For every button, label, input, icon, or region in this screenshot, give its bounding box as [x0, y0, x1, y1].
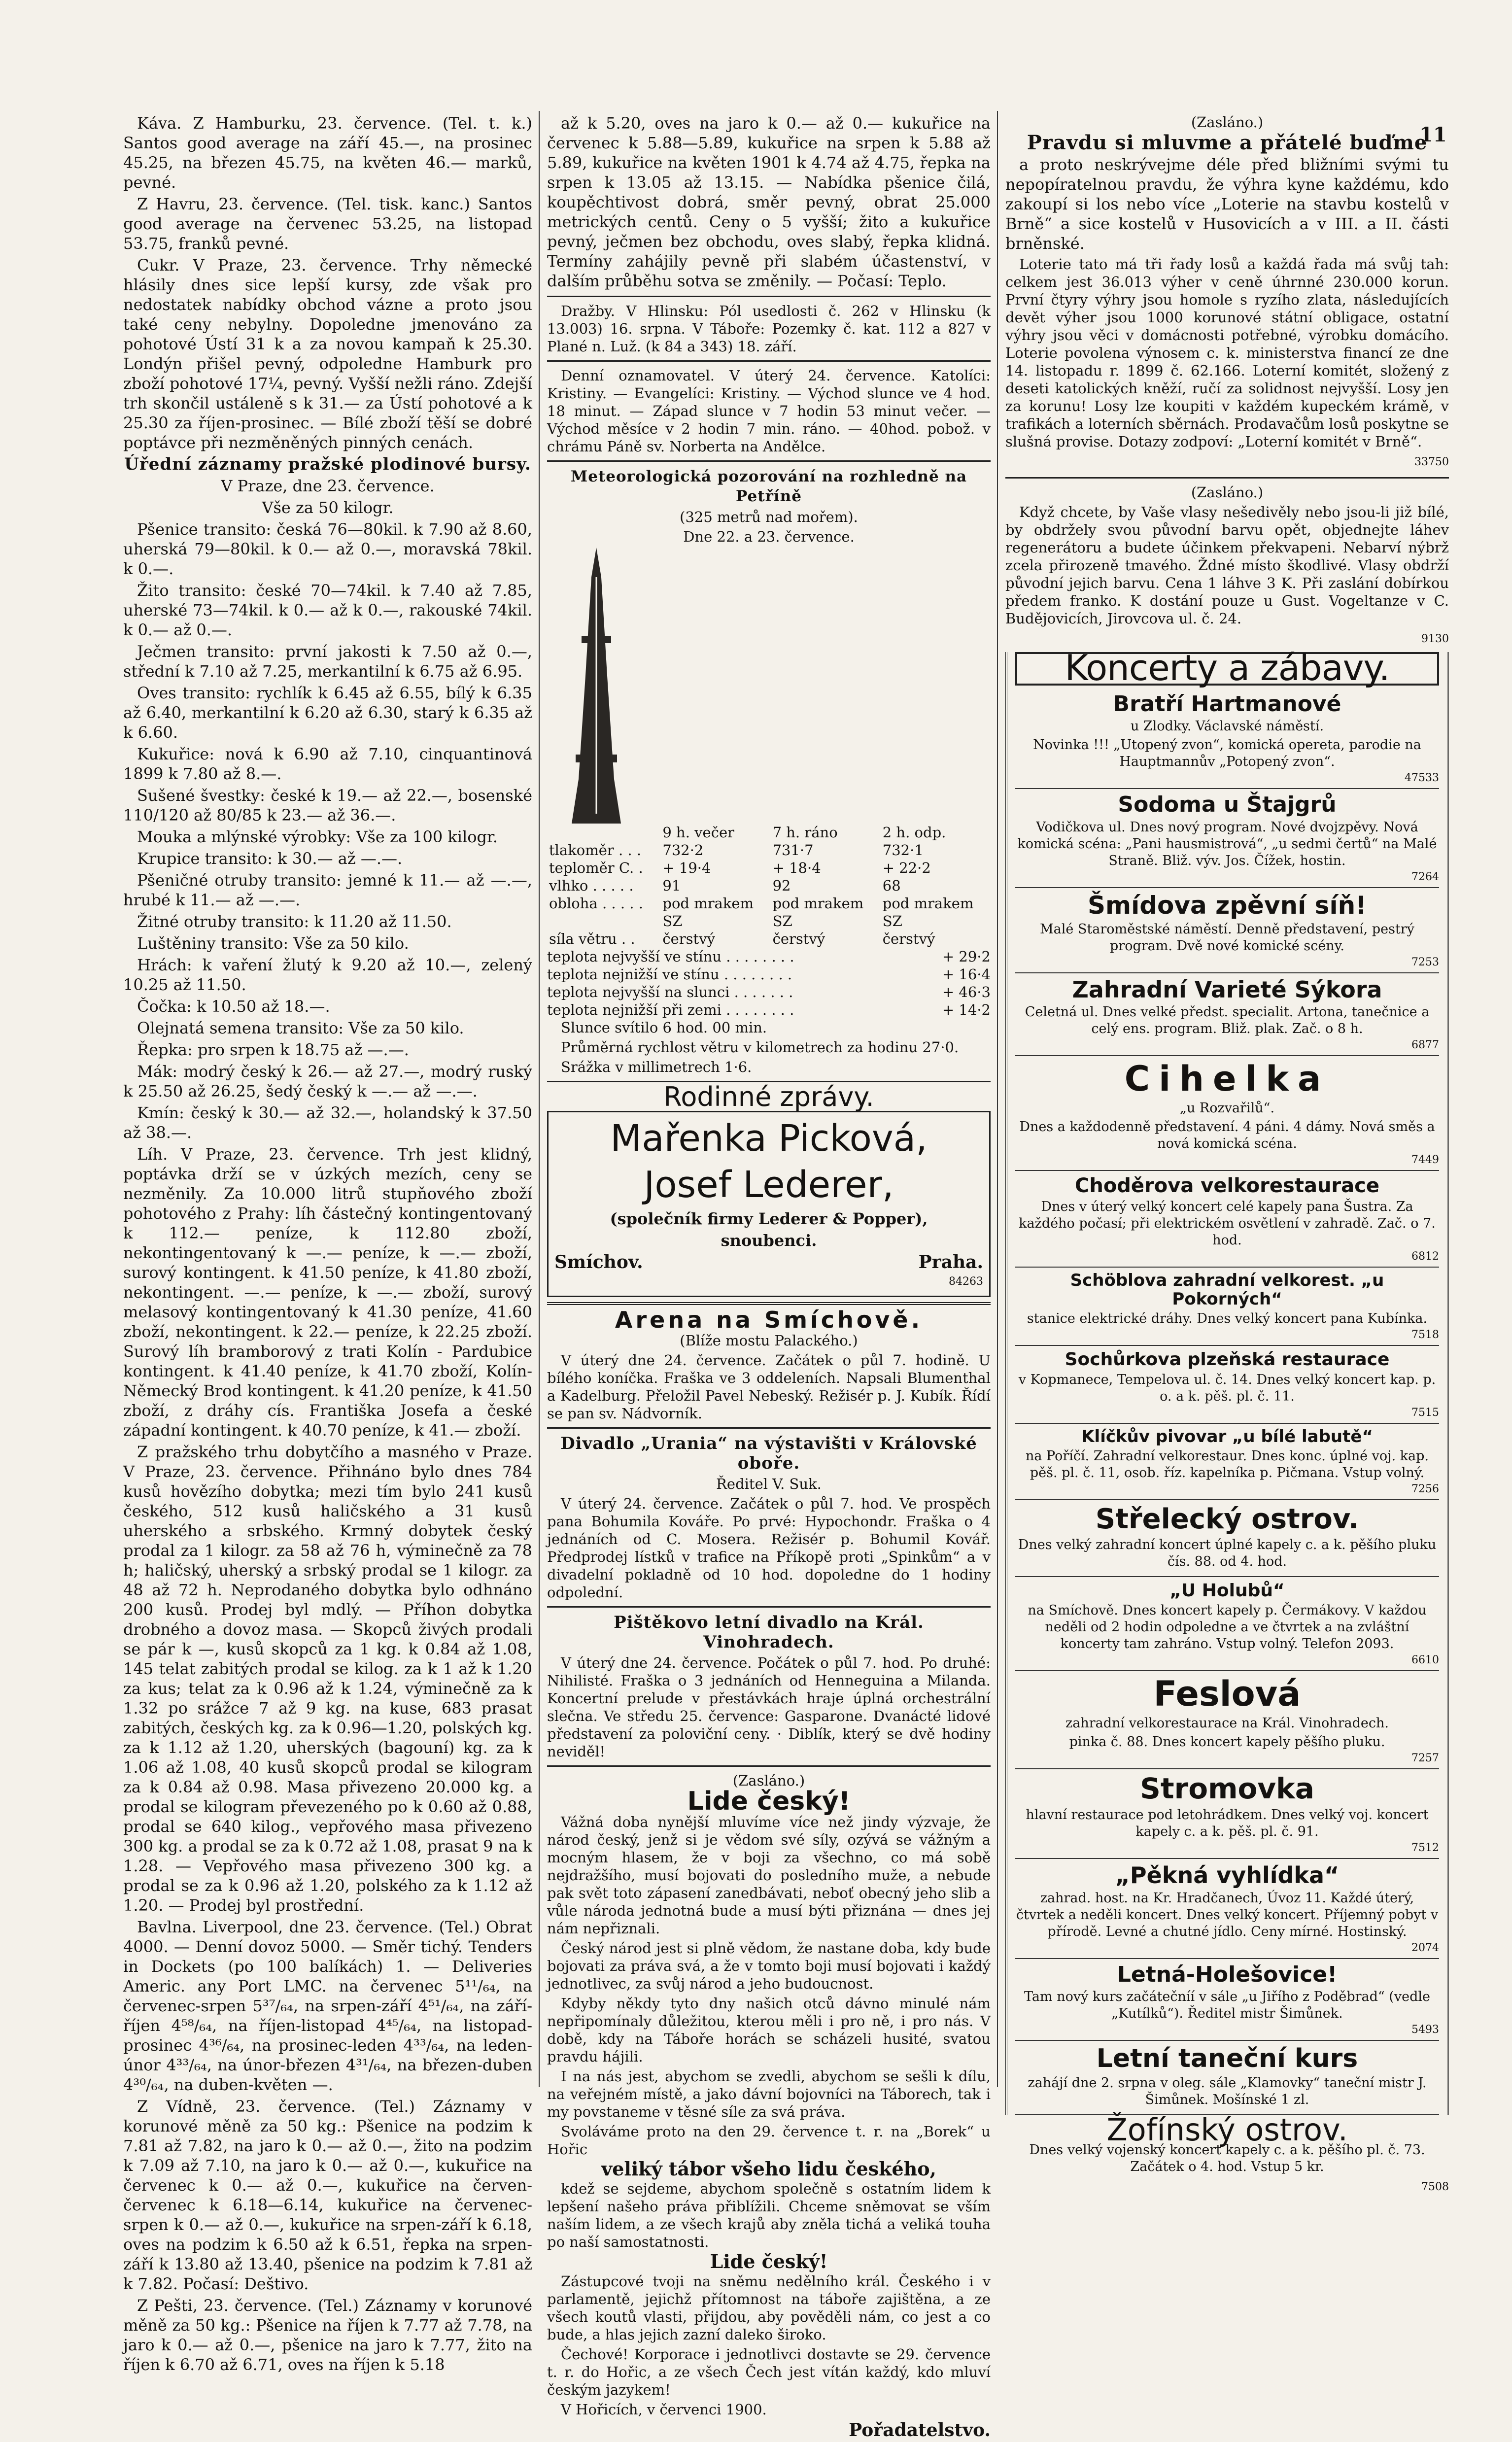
- zofin-text: Dnes velký vojenský koncert kapely c. a k. pěšího pl. č. 73. Začátek o 4. hod. Vstup 5 kr.: [1029, 2142, 1425, 2175]
- concert-ad-text: Celetná ul. Dnes velké předst. specialit. Artona, tanečnice a celý ens. program. Bliž. plak. Zač. o 8 h.: [1025, 1004, 1430, 1037]
- market-paragraph: Cukr. V Praze, 23. července. Trhy německé hlásily dnes sice lepší kursy, zde však pro nedostatek nabídky obchod vázne a proto jsou také ceny nebylny. Dopoledne jmenováno za pohotové Ústí 31 k a za novou kampaň k 25.30. Londýn přišel pevný, odpoledne Hamburk pro zboží pohotové 17¼, pevný. Vyšší nežli ráno. Zdejší trh skončil ustáleně s k 31.— za Ústí pohotové a k 25.30 za říjen-prosinec. — Bílé zboží těší se dobré poptávce při nezměněných pinných cenách.: [123, 256, 532, 452]
- weather-row: [547, 877, 991, 894]
- concert-ad: [1015, 1671, 1439, 1769]
- concert-ad-text: Dnes v úterý velký koncert celé kapely pana Šustra. Za každého počasí; při elektrickém osvětlení v zahradě. Zač. o 7. hod.: [1019, 1199, 1436, 1248]
- commodity-quote: Olejnatá semena transito: Vše za 50 kilo.: [137, 1019, 464, 1037]
- concert-ad: [1015, 1268, 1439, 1346]
- commodity-quote: Krupice transito: k 30.— až —.—.: [137, 849, 403, 868]
- ad-number: 7257: [1411, 1752, 1439, 1765]
- engagement-announcement: [547, 1111, 991, 1297]
- arena-program: V úterý dne 24. července. Začátek o půl 7. hodině. U bílého koníčka. Fraška ve 3 oddeleních. Napsali Blumenthal a Kadelburg. Přeložil Pavel Nebeský. Režisér p. J. Kubík. Řídí se pan sv. Nádvorník.: [547, 1352, 991, 1422]
- concert-ad-title: Sodoma u Štajgrů: [1118, 792, 1337, 818]
- concert-ad-text: Malé Staroměstské náměstí. Denně představení, pestrý program. Dvě nové komické scény.: [1040, 921, 1414, 954]
- commodity-quote: Oves transito: rychlík k 6.45 až 6.55, bílý k 6.35 až 6.40, merkantilní k 6.20 až 6.30, starý k 6.35 až k 6.60.: [123, 684, 532, 742]
- commodity-quote: Řepka: pro srpen k 18.75 až —.—.: [137, 1040, 409, 1059]
- concert-ad-title: „Pěkná vyhlídka“: [1115, 1862, 1340, 1889]
- ad-number: 6812: [1411, 1250, 1439, 1263]
- concert-ad-title: Sochůrkova plzeňská restaurace: [1065, 1349, 1390, 1370]
- concert-ad-text: Novinka !!! „Utopený zvon“, komická opereta, parodie na Hauptmannův „Potopený zvon“.: [1033, 737, 1421, 770]
- extreme-label: teplota nejvyšší na slunci . . . . . . .: [547, 984, 793, 1000]
- weather-date: Dne 22. a 23. července.: [683, 528, 855, 545]
- concert-ad: [1015, 2041, 1439, 2115]
- urania-subtitle: Ředitel V. Suk.: [716, 1476, 822, 1492]
- concert-ad-title: Bratří Hartmanové: [1113, 691, 1341, 717]
- concert-ad-title: Cihelka: [1124, 1059, 1330, 1100]
- concert-ad-title: Zahradní Varieté Sýkora: [1072, 976, 1382, 1003]
- concert-ad: [1015, 1346, 1439, 1424]
- concert-ad-text: zahrad. host. na Kr. Hradčanech, Úvoz 11. Každé úterý, čtvrtek a neděli koncert. Dnes velký koncert. Příjemný pobyt v přírodě. Levné a chutné jídlo. Ceny mírné. Hostinský.: [1016, 1890, 1439, 1939]
- appeal-paragraph: Vážná doba nynější mluvíme více než jindy výzvaje, že národ český, jenž si je vědom své síly, ozývá se vážným a mocným hlasem, že v boji za všechno, co má sobě nejdražšího, musí bojovati do posledního muže, a nebude pak svět toto zápasení zanedbávati, neboť obecný jeho slib a vůle národa jednotná bude a musí býti přiznána — dnes jej nám nepřiznali.: [547, 1814, 991, 1937]
- column-divider: [539, 111, 540, 2087]
- appeal-paragraph: Zástupcové tvoji na sněmu nedělního král. Českého i v parlamentě, jejichž přítomnost na táboře zajištěna, a ze všech koutů vlasti, přijdou, aby pověděli nám, co jest a co bude, a hlas jejich zazní daleko široko.: [547, 2273, 991, 2343]
- market-paragraph: Z Vídně, 23. července. (Tel.) Záznamy v korunové měně za 50 kg.: Pšenice na podzim k 7.81 až 7.82, na jaro k 0.— až 0.—, žito na podzim k 7.09 až 7.10, na jaro k 0.— až 0.—, kukuřice na červenec k 0.— až 0.—, kukuřice na červen-červenec k 6.18—6.14, kukuřice na červenec-srpen k 0.— až 0.—, kukuřice na srpen-září k 6.18, oves na podzim k 6.50 až k 6.51, řepka na srpen-září k 13.80 až 13.40, pšenice na podzim k 7.81 až k 7.82. Počasí: Deštivo.: [123, 2097, 532, 2293]
- column-markets: [123, 113, 532, 2376]
- commodity-quote: Mouka a mlýnské výrobky: Vše za 100 kilogr.: [137, 827, 498, 846]
- ad-number: 7515: [1411, 1406, 1439, 1419]
- concert-ad-text: stanice elektrické dráhy. Dnes velký koncert pana Kubínka.: [1027, 1311, 1428, 1327]
- weather-label: teploměr C. .: [549, 860, 643, 876]
- column-advertisements: [1005, 113, 1449, 2197]
- auction-notice: Dražby. V Hlinsku: Pól usedlosti č. 262 v Hlinsku (k 13.003) 16. srpna. V Táboře: Pozemky č. kat. 112 a 827 v Plané n. Luž. (k 84 a 343) 18. září.: [547, 303, 991, 355]
- weather-value: 731·7: [772, 842, 814, 859]
- concert-ad: [1015, 1171, 1439, 1268]
- weather-value: pod mrakem: [882, 895, 974, 912]
- engaged-name: Mařenka Picková,: [610, 1117, 928, 1160]
- extreme-value: + 46·3: [942, 984, 991, 1000]
- ad-number: 6610: [1411, 1654, 1439, 1667]
- concert-ad-text: hlavní restaurace pod letohrádkem. Dnes velký voj. koncert kapely c. a k. pěš. pl. č. 91.: [1026, 1807, 1429, 1840]
- divider: [547, 1606, 991, 1608]
- commodity-quote: Kmín: český k 30.— až 32.—, holandský k 37.50 až 38.—.: [123, 1103, 532, 1142]
- ad-number: 7518: [1411, 1329, 1439, 1341]
- weather-value: 732·2: [662, 842, 704, 859]
- extreme-value: + 29·2: [942, 948, 991, 965]
- weather-value: 92: [772, 877, 791, 894]
- ad-number: 7256: [1411, 1483, 1439, 1496]
- commodity-quote: Čočka: k 10.50 až 18.—.: [137, 997, 330, 1016]
- appeal-paragraph: Český národ jest si plně vědom, že nastane doba, kdy bude bojovati za práva svá, a že v tomto boji musí bojovati i každý jednotlivec, za svůj národ a jeho budoucnost.: [547, 1940, 991, 1992]
- concert-ad: [1015, 789, 1439, 888]
- concert-ad-subtitle: „u Rozvařilů“.: [1179, 1101, 1275, 1116]
- weather-value: čerstvý: [882, 930, 935, 947]
- concert-ad: [1015, 888, 1439, 973]
- concert-ad-text: Dnes a každodenně představení. 4 páni. 4 dámy. Nová směs a nová komická scéna.: [1019, 1119, 1435, 1152]
- ad-number: 5493: [1411, 2024, 1439, 2036]
- concert-ad-title: „U Holubů“: [1169, 1580, 1285, 1601]
- appeal-paragraph: veliký tábor všeho lidu českého,: [601, 2158, 936, 2180]
- page-number: 11: [1419, 123, 1447, 146]
- ad-number: 7264: [1411, 870, 1439, 883]
- concert-ad: [1015, 973, 1439, 1057]
- urania-title: Divadlo „Urania“ na výstavišti v Královské oboře.: [560, 1434, 977, 1473]
- ad-number: 6877: [1411, 1039, 1439, 1052]
- pistek-program: V úterý dne 24. července. Počátek o půl 7. hod. Po druhé: Nihilisté. Fraška o 3 jednáních od Henneguina a Milanda. Koncertní prelude v přestávkách hraje úplná orchestrální slečna. Ve středu 25. července: Gasparone. Dvanácté lidové představení za poloviční ceny. · Diblík, který se dvě hodiny neviděl!: [547, 1654, 991, 1760]
- divider: [1005, 477, 1449, 479]
- concert-ad: [1015, 1424, 1439, 1500]
- weather-row: [547, 859, 991, 877]
- weather-value: + 22·2: [882, 860, 931, 876]
- concerts-section: [1005, 647, 1449, 2115]
- concert-ad-text: zahájí dne 2. srpna v oleg. sále „Klamovky“ taneční mistr J. Šimůnek. Mošínské 1 zl.: [1028, 2075, 1427, 2108]
- weather-table: [547, 824, 991, 948]
- engagement-place: Praha.: [918, 1252, 983, 1273]
- concert-ad: [1015, 1959, 1439, 2041]
- weather-label: síla větru . .: [549, 930, 635, 947]
- commodity-quote: Žito transito: české 70—74kil. k 7.40 až 7.85, uherské 73—74kil. k 0.— až k 0.—, rakouské 74kil. k 0.— až 0.—.: [123, 581, 532, 639]
- extreme-label: teplota nejnižší ve stínu . . . . . . . .: [547, 966, 792, 983]
- divider: [547, 1427, 991, 1429]
- weather-value: 732·1: [882, 842, 924, 859]
- weather-value: 68: [882, 877, 901, 894]
- ad-number: 33750: [1414, 456, 1449, 468]
- weather-value: + 19·4: [662, 860, 711, 876]
- col-header: 7 h. ráno: [772, 824, 838, 841]
- ad-number: 47533: [1405, 772, 1439, 785]
- hair-ad-text: Když chcete, by Vaše vlasy nešedivěly nebo jsou-li již bílé, by obdržely svou původní barvu opět, objednejte láhev regenerátoru a budete účinkem překvapeni. Nebarví nýbrž zcela přirozeně tmavého. Ždné místo škodlivé. Vlasy obdrží původní jejich barvu. Cena 1 láhve 3 K. Při zaslání dobírkou předem franko. K dostání pouze u Gust. Vogeltanze v C. Budějovicích, Jirovcova ul. č. 24.: [1005, 504, 1449, 627]
- weather-row: [547, 894, 991, 912]
- extreme-row: [547, 965, 991, 983]
- extreme-row: [547, 983, 991, 1001]
- commodity-list: [123, 519, 532, 1142]
- appeal-body: [547, 1813, 991, 2418]
- commodity-quote: Hrách: k vaření žlutý k 9.20 až 10.—, zelený 10.25 až 11.50.: [123, 956, 532, 994]
- appeal-paragraph: V Hořicích, v červenci 1900.: [561, 2401, 767, 2418]
- concert-ad-title: Střelecký ostrov.: [1095, 1503, 1359, 1536]
- weather-extremes: [547, 948, 991, 1019]
- weather-subheading: (325 metrů nad mořem).: [680, 509, 858, 525]
- ad-number: 7512: [1411, 1842, 1439, 1855]
- ad-number: 2074: [1411, 1941, 1439, 1954]
- concert-ad: [1015, 1769, 1439, 1859]
- commodity-quote: Pšenice transito: česká 76—80kil. k 7.90 až 8.60, uherská 79—80kil. k 0.— až 0.—, moravská 78kil. k 0.—.: [123, 520, 532, 578]
- concert-ad-title: Stromovka: [1140, 1772, 1314, 1806]
- extreme-label: teplota nejvyšší ve stínu . . . . . . . .: [547, 948, 794, 965]
- concerts-heading: Koncerty a zábavy.: [1065, 647, 1390, 688]
- weather-label: obloha . . . . .: [549, 895, 643, 912]
- urania-program: V úterý 24. července. Začátek o půl 7. hod. Ve prospěch pana Bohumila Kováře. Po prvé: Hypochondr. Fraška o 4 jednáních od C. Mosera. Režisér p. Bohumil Kovář. Předprodej lístků v trafice na Příkopě proti „Spinkům“ a v divadelní pokladně od 10 hod. dopoledne do 1 hodiny odpolední.: [547, 1495, 991, 1601]
- commodity-quote: Pšeničné otruby transito: jemné k 11.— až —.—, hrubé k 11.— až —.—.: [123, 871, 532, 909]
- concert-ad-text: na Smíchově. Dnes koncert kapely p. Čermákovy. V každou neděli od 2 hodin odpoledne a ve čtvrtek a na zvláštní koncerty tam zahráno. Vstup volný. Telefon 2093.: [1028, 1603, 1427, 1652]
- weather-row: [547, 930, 991, 948]
- weather-value: SZ: [882, 913, 902, 929]
- appeal-paragraph: Svoláváme proto na den 29. července t. r. na „Borek“ u Hořic: [547, 2123, 991, 2158]
- weather-value: SZ: [772, 913, 792, 929]
- market-paragraph: Líh. V Praze, 23. července. Trh jest klidný, poptávka drží se v úzkých mezích, ceny se nezměnily. Za 10.000 litrů stupňového zboží pohotového z Prahy: líh částečný kontingentovaný k 112.— peníze, k 112.80 zboží, nekontingentovaný k —.— peníze, k —.— zboží, surový kontingent. k 41.50 peníze, k 41.80 zboží, nekontingent. —.— peníze, k —.— zboží, surový melasový kontingentovaný k 41.30 peníze, 41.60 zboží, nekontingent. k 22.— peníze, k 22.25 zboží. Surový líh bramborový z trati Kolín - Pardubice kontingent. k 41.40 peníze, k 41.70 zboží, Kolín-Německý Brod kontingent. k 41.20 peníze, k 41.50 zboží, z dráhy cís. Františka Josefa a české západní kontingent. k 40.70 peníze, k 41.— zboží.: [123, 1145, 532, 1440]
- appeal-signature: Pořadatelstvo.: [849, 2420, 991, 2441]
- daily-notice: Denní oznamovatel. V úterý 24. července. Katolíci: Kristiny. — Evangelíci: Kristiny. — Východ slunce ve 4 hod. 18 minut. — Západ slunce v 7 hodin 53 minut večer. — Východ měsíce v 2 hodin 7 min. ráno. — 40hod. pobož. v chrámu Páně sv. Norberta na Andělce.: [547, 367, 991, 455]
- extreme-row: [547, 948, 991, 965]
- petrin-tower-illustration: [567, 548, 626, 824]
- commodity-quote: Sušené švestky: české k 19.— až 22.—, bosenské 110/120 až 80/85 k 23.— až 36.—.: [123, 786, 532, 825]
- market-paragraph: Káva. Z Hamburku, 23. července. (Tel. t. k.) Santos good average na září 45.—, na prosinec 45.25, na březen 45.75, na květen 46.— marků, pevné.: [123, 114, 532, 192]
- column-divider: [997, 111, 998, 2087]
- divider: [547, 360, 991, 362]
- col-header: 2 h. odp.: [882, 824, 946, 841]
- market-paragraph: Z Pešti, 23. července. (Tel.) Záznamy v korunové měně za 50 kg.: Pšenice na říjen k 7.77 až 7.78, na jaro k 0.— až 0.—, pšenice na jaro k 7.77, žito na říjen k 6.70 až 6.71, oves na říjen k 5.18: [123, 2296, 532, 2374]
- weather-report: [547, 467, 991, 1076]
- extreme-value: + 14·2: [942, 1001, 991, 1018]
- engagement-note: (společník firmy Lederer & Popper),: [610, 1209, 928, 1228]
- dateline: V Praze, dne 23. července.: [221, 477, 435, 495]
- concert-ad-text: v Kopmanece, Tempelova ul. č. 14. Dnes velký koncert kap. p. o. a k. pěš. pl. č. 11.: [1018, 1372, 1436, 1404]
- commodity-quote: Kukuřice: nová k 6.90 až 7.10, cinquantinová 1899 k 7.80 až 8.—.: [123, 745, 532, 783]
- concert-ad-title: Choděrova velkorestaurace: [1074, 1174, 1379, 1198]
- appeal-paragraph: kdež se sejdeme, abychom společně s ostatním lidem k lepšení našeho práva přiblížili. Chceme sněmovat se vším naším lidem, a ze všech krajů aby zněla tichá a veliká touha po naší samostatnosti.: [547, 2180, 991, 2250]
- weather-label: [547, 912, 660, 930]
- ad-number: 9130: [1421, 633, 1449, 645]
- commodity-quote: Žitné otruby transito: k 11.20 až 11.50.: [137, 912, 452, 931]
- weather-value: čerstvý: [772, 930, 825, 947]
- market-paragraph: Z pražského trhu dobytčího a masného v Praze. V Praze, 23. července. Přihnáno bylo dnes 784 kusů hovězího dobytka; mezi tím bylo 241 kusů českého, 512 kusů haličského a 31 kusů uherského a srbského. Krmný dobytek český prodal za 1 kilogr. za 58 až 76 h, výminečně za 78 h; haličský, uherský a srbský prodal se 1 kilogr. za 48 až 72 h. Neprodaného dobytka bylo odhnáno 200 kusů. Prodej byl mdlý. — Příhon dobytka drobného a dovoz masa. — Skopců živých prodali se pár k —, kusů skopců za 1 kg. k 0.84 až 1.08, 145 telat zabitých prodal se kilog. za k 1 až k 1.20 za kus; telat za k 0.96 až k 1.24, výminečně za k 1.32 po srážce 7 až 9 kg. na kuse, 683 prasat zabitých, českých kg. za k 0.96—1.20, polských kg. za k 1.12 až 1.20, uherských (bagouní) kg. za k 1.06 až 1.08, 40 kusů skopců prodal se kilogram za k 0.84 až 0.98. Masa přivezeno 20.000 kg. a prodal se kilogram převezeného po k 0.60 až 0.88, prodal se 640 kilog., vepřového masa přivezeno 300 kg. a prodal se za k 0.72 až 1.08, prasat 9 na k 1.28. — Vepřového masa přivezeno 300 kg. a prodal se za k 0.96 až 1.20, polského za k 1.12 až 1.20. — Prodej byl prostřední.: [123, 1443, 532, 1915]
- extreme-row: [547, 1001, 991, 1019]
- appeal-paragraph: Lide český!: [710, 2250, 828, 2272]
- engagement-word: snoubenci.: [721, 1231, 817, 1250]
- commodity-quote: Ječmen transito: první jakosti k 7.50 až 0.—, střední k 7.10 až 7.25, merkantilní k 6.75 až 6.95.: [123, 642, 532, 681]
- arena-subtitle: (Blíže mostu Palackého.): [680, 1332, 858, 1349]
- concert-ad-text: na Poříčí. Zahradní velkorestaur. Dnes konc. úplné voj. kap. pěš. pl. č. 11, osob. říz. kapelníka p. Pičmana. Vstup volný.: [1025, 1448, 1429, 1481]
- pistek-title: Pištěkovo letní divadlo na Král. Vinohradech.: [614, 1613, 924, 1652]
- appeal-paragraph: Čechové! Korporace i jednotlivci dostavte se 29. července t. r. do Hořic, a ze všech Čech jest vítán každý, kdo mluví českým jazykem!: [547, 2346, 991, 2398]
- unit-note: Vše za 50 kilogr.: [262, 498, 394, 517]
- zofin-title: Žofínský ostrov.: [1106, 2112, 1348, 2148]
- concert-ad: [1015, 1577, 1439, 1672]
- concert-ad: [1015, 1056, 1439, 1171]
- column-news: [547, 113, 991, 2442]
- concert-ad: [1015, 1500, 1439, 1577]
- zaslano-label: (Zasláno.): [1191, 114, 1264, 131]
- appeal-paragraph: I na nás jest, abychom se zvedli, abychom se sešli k dílu, na veřejném místě, a jako dávní bojovníci na Táborech, tak i my povstaneme v těsné síle za svá práva.: [547, 2068, 991, 2120]
- lottery-title: Pravdu si mluvme a přátelé buďme: [1027, 131, 1428, 154]
- weather-label: tlakoměr . . .: [549, 842, 642, 859]
- commodity-quote: Luštěniny transito: Vše za 50 kilo.: [137, 934, 409, 953]
- concert-ad-text: Vodičkova ul. Dnes nový program. Nové dvojzpěvy. Nová komická scéna: „Pani hausmistrová“, „u sedmi čertů“ na Malé Straně. Bliž. výv. Jos. Čížek, hostin.: [1017, 819, 1437, 868]
- weather-value: pod mrakem: [772, 895, 864, 912]
- lottery-text: a proto neskrývejme déle před bližními svými tu nepopíratelnou pravdu, že výhra kyne každému, kdo zakoupí si los nebo více „Loterie na stavbu kostelů v Brně“ a sice kostelů v Husovicích a v III. a II. části brněnské.: [1005, 155, 1449, 253]
- concert-ad-subtitle: zahradní velkorestaurace na Král. Vinohradech.: [1065, 1716, 1389, 1731]
- engaged-name: Josef Lederer,: [644, 1164, 894, 1206]
- weather-heading: Meteorologická pozorování na rozhledně na Petříně: [570, 468, 967, 505]
- ad-number: 7253: [1411, 956, 1439, 968]
- weather-label: vlhko . . . . .: [549, 877, 634, 894]
- weather-row: [547, 841, 991, 859]
- market-paragraph: až k 5.20, oves na jaro k 0.— až 0.— kukuřice na červenec k 5.88—5.89, kukuřice na srpen k 5.88 až 5.89, kukuřice na květen 1901 k 4.74 až 4.75, řepka na srpen k 13.05 až 13.15. — Nabídka pšenice čilá, koupěchtivost dobrá, směr pevný, obrat 25.000 metrických centů. Ceny o 5 vyšší; žito a kukuřice pevný, ječmen bez obchodu, oves slabý, řepka klidná. Termíny zahájily pevně při slabém účastenství, v dalším průběhu sotva se změnily. — Počasí: Teplo.: [547, 114, 991, 290]
- weather-value: SZ: [662, 913, 683, 929]
- appeal-paragraph: Kdyby někdy tyto dny našich otců dávno minulé nám nepřipomínaly důležitou, kterou měli i pro ně, i pro nás. V době, kdy na Táboře horách se scházeli husité, svatou pravdu hájili.: [547, 1995, 991, 2065]
- concert-ad-title: Šmídova zpěvní síň!: [1088, 891, 1367, 920]
- concert-ad-text: Tam nový kurs začátečníí v sále „u Jiřího z Poděbrad“ (vedle „Kutílků“). Ředitel mistr Šimůnek.: [1024, 1989, 1430, 2022]
- concert-ad-title: Klíčkův pivovar „u bílé labutě“: [1081, 1426, 1373, 1446]
- market-paragraph: Bavlna. Liverpool, dne 23. července. (Tel.) Obrat 4000. — Denní dovoz 5000. — Směr tichý. Tenders in Dockets (po 100 balíkách) 1. — Deliveries Americ. any Port LMC. na červenec 5¹¹/₆₄, na červenec-srpen 5³⁷/₆₄, na srpen-září 4⁵¹/₆₄, na září-říjen 4⁵⁸/₆₄, na říjen-listopad 4⁴⁵/₆₄, na listopad-prosinec 4³⁶/₆₄, na prosinec-leden 4³³/₆₄, na leden-únor 4³³/₆₄, na únor-březen 4³¹/₆₄, na březen-duben 4³⁰/₆₄, na duben-květen —.: [123, 1918, 532, 2094]
- weather-value: čerstvý: [662, 930, 715, 947]
- family-heading: Rodinné zprávy.: [663, 1081, 874, 1112]
- appeal-title: Lide český!: [687, 1787, 851, 1816]
- commodity-quote: Mák: modrý český k 26.— až 27.—, modrý ruský k 25.50 až 26.25, šedý český k —.— až —.—.: [123, 1062, 532, 1101]
- zaslano-label: (Zasláno.): [1191, 484, 1264, 501]
- sunshine: Slunce svítilo 6 hod. 00 min.: [561, 1019, 767, 1036]
- section-heading: Úřední záznamy pražské plodinové bursy.: [124, 454, 531, 474]
- concert-ad-title: Letná-Holešovice!: [1117, 1961, 1338, 1987]
- engagement-place: Smíchov.: [554, 1252, 643, 1273]
- market-paragraph: Z Havru, 23. července. (Tel. tisk. kanc.) Santos good average na červenec 53.25, na listopad 53.75, franků pevné.: [123, 195, 532, 253]
- wind-speed: Průměrná rychlost větru v kilometrech za hodinu 27·0.: [561, 1039, 959, 1056]
- weather-value: pod mrakem: [662, 895, 754, 912]
- arena-title: Arena na Smíchově.: [615, 1307, 923, 1333]
- ad-number: 7508: [1421, 2181, 1449, 2194]
- concert-ad-title: Feslová: [1153, 1674, 1301, 1715]
- lottery-details: Loterie tato má tři řady losů a každá řada má svůj tah: celkem jest 36.013 výher v ceně úhrnné 230.000 korun. První čtyry výhry jsou homole s ryzího zlata, následujících devět výher jsou 1000 korunové státní obligace, ostatní výhry jsou věci v domácnosti potřebné, výrobku domácího. Loterie povolena výnosem c. k. ministerstva financí ze dne 14. listopadu r. 1899 č. 62.166. Loterní komitét, složený z deseti katolických kněží, ručí za solidnost nejvyšší. Losy jen za korunu! Losy lze koupiti v každém kupeckém krámě, v trafikách a loterních sběrnách. Prodavačům losů poskytne se slušná provise. Dotazy zodpoví: „Loterní komitét v Brně“.: [1005, 256, 1449, 450]
- concert-ad: [1015, 688, 1439, 789]
- concert-ad-title: Letní taneční kurs: [1096, 2044, 1358, 2074]
- concert-ads-list: [1015, 688, 1439, 2115]
- divider: [547, 1302, 991, 1305]
- divider: [547, 460, 991, 462]
- concert-ad-subtitle: u Zlodky. Václavské náměstí.: [1130, 719, 1324, 734]
- weather-value: 91: [662, 877, 681, 894]
- concert-ad-text: pinka č. 88. Dnes koncert kapely pěšího pluku.: [1069, 1734, 1385, 1750]
- extreme-value: + 16·4: [942, 966, 991, 983]
- ad-number: 84263: [949, 1275, 983, 1288]
- extreme-label: teplota nejnižší při zemi . . . . . . . .: [547, 1001, 794, 1018]
- divider: [547, 296, 991, 297]
- weather-value: + 18·4: [772, 860, 821, 876]
- ad-number: 7449: [1411, 1154, 1439, 1167]
- divider: [547, 1765, 991, 1767]
- weather-row: [547, 912, 991, 930]
- concert-ad: [1015, 1859, 1439, 1959]
- concert-ad-text: Dnes velký zahradní koncert úplné kapely c. a k. pěšího pluku čís. 88. od 4. hod.: [1018, 1537, 1437, 1569]
- concert-ad-title: Schöblova zahradní velkorest. „u Pokorných“: [1070, 1271, 1384, 1309]
- rainfall: Srážka v millimetrech 1·6.: [561, 1059, 752, 1075]
- col-header: 9 h. večer: [662, 824, 734, 841]
- zaslano-label: (Zasláno.): [732, 1772, 805, 1789]
